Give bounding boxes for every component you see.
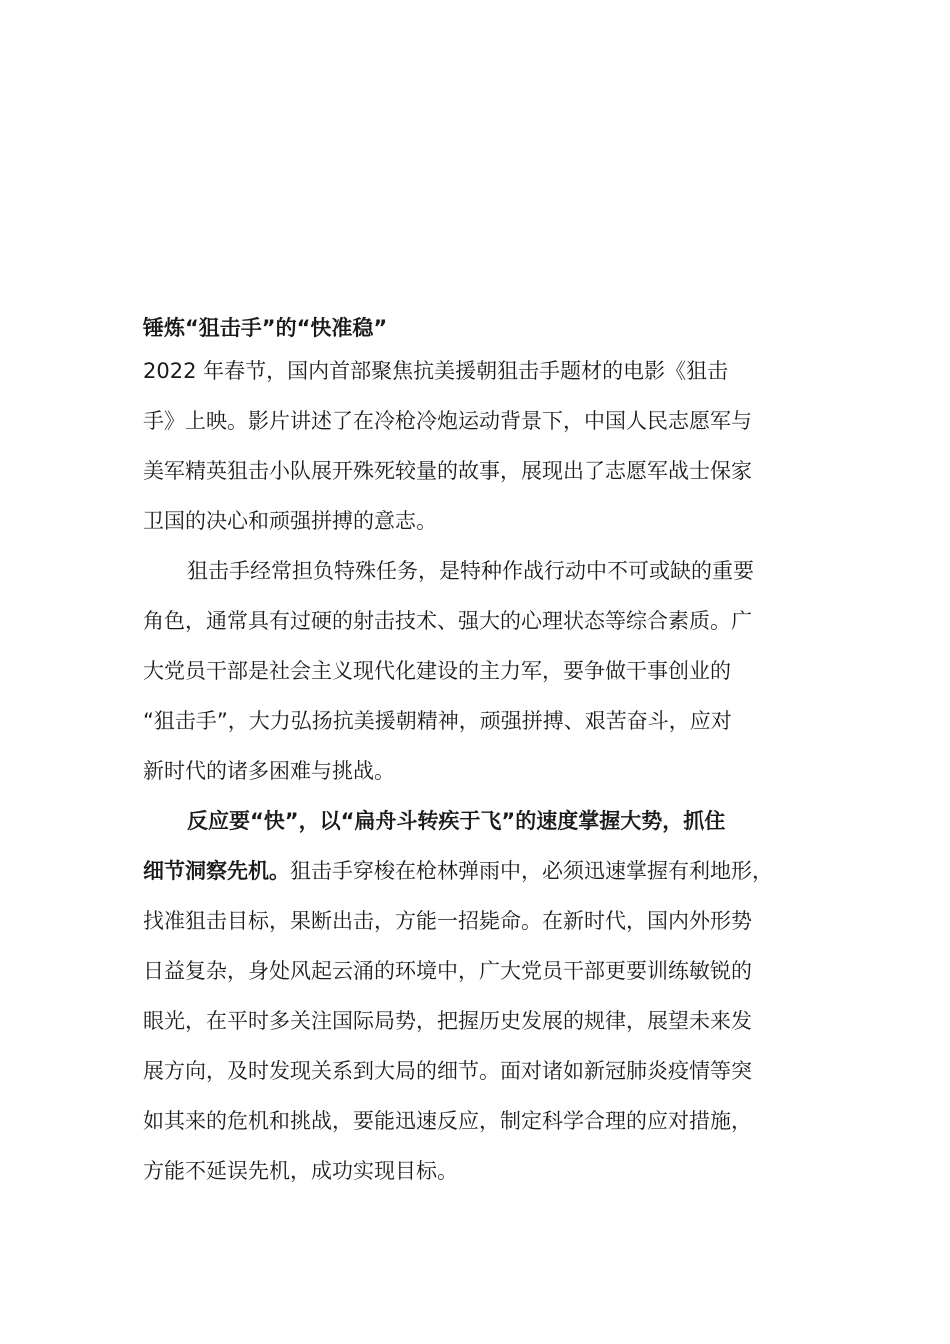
text-line: 2022 年春节，国内首部聚焦抗美援朝狙击手题材的电影《狙击 [143,359,729,383]
text-line: 如其来的危机和挑战，要能迅速反应，制定科学合理的应对措施， [143,1109,752,1133]
text-line: 眼光，在平时多关注国际局势，把握历史发展的规律，展望未来发 [143,1009,752,1033]
bold-lead-text: 细节洞察先机。 [143,859,290,883]
text-line-bold [143,796,805,846]
text-line: 美军精英狙击小队展开殊死较量的故事，展现出了志愿军战士保家 [143,459,752,483]
paragraph-fast [143,796,805,1196]
bold-lead-text: 反应要“快”，以“扁舟斗转疾于飞”的速度掌握大势，抓住 [187,809,726,833]
text-line: 大党员干部是社会主义现代化建设的主力军，要争做干事创业的 [143,659,731,683]
text-line: 展方向，及时发现关系到大局的细节。面对诸如新冠肺炎疫情等突 [143,1059,752,1083]
paragraph-sniper-role [143,546,805,796]
text-line [143,846,805,896]
text-line: 手》上映。影片讲述了在冷枪冷炮运动背景下，中国人民志愿军与 [143,409,752,433]
text-line: 新时代的诸多困难与挑战。 [143,759,395,783]
document-body [143,310,805,1196]
body-text: 狙击手穿梭在枪林弹雨中，必须迅速掌握有利地形， [290,859,773,883]
text-line: 找准狙击目标，果断出击，方能一招毙命。在新时代，国内外形势 [143,909,752,933]
paragraph-intro [143,346,805,546]
section-heading: 锤炼“狙击手”的“快准稳” [143,316,388,340]
text-line: 日益复杂，身处风起云涌的环境中，广大党员干部更要训练敏锐的 [143,959,752,983]
text-line: 卫国的决心和顽强拼搏的意志。 [143,509,437,533]
text-line: 狙击手经常担负特殊任务，是特种作战行动中不可或缺的重要 [187,559,754,583]
text-line: “狙击手”，大力弘扬抗美援朝精神，顽强拼搏、艰苦奋斗，应对 [143,709,732,733]
text-line: 角色，通常具有过硬的射击技术、强大的心理状态等综合素质。广 [143,609,752,633]
text-line: 方能不延误先机，成功实现目标。 [143,1159,458,1183]
